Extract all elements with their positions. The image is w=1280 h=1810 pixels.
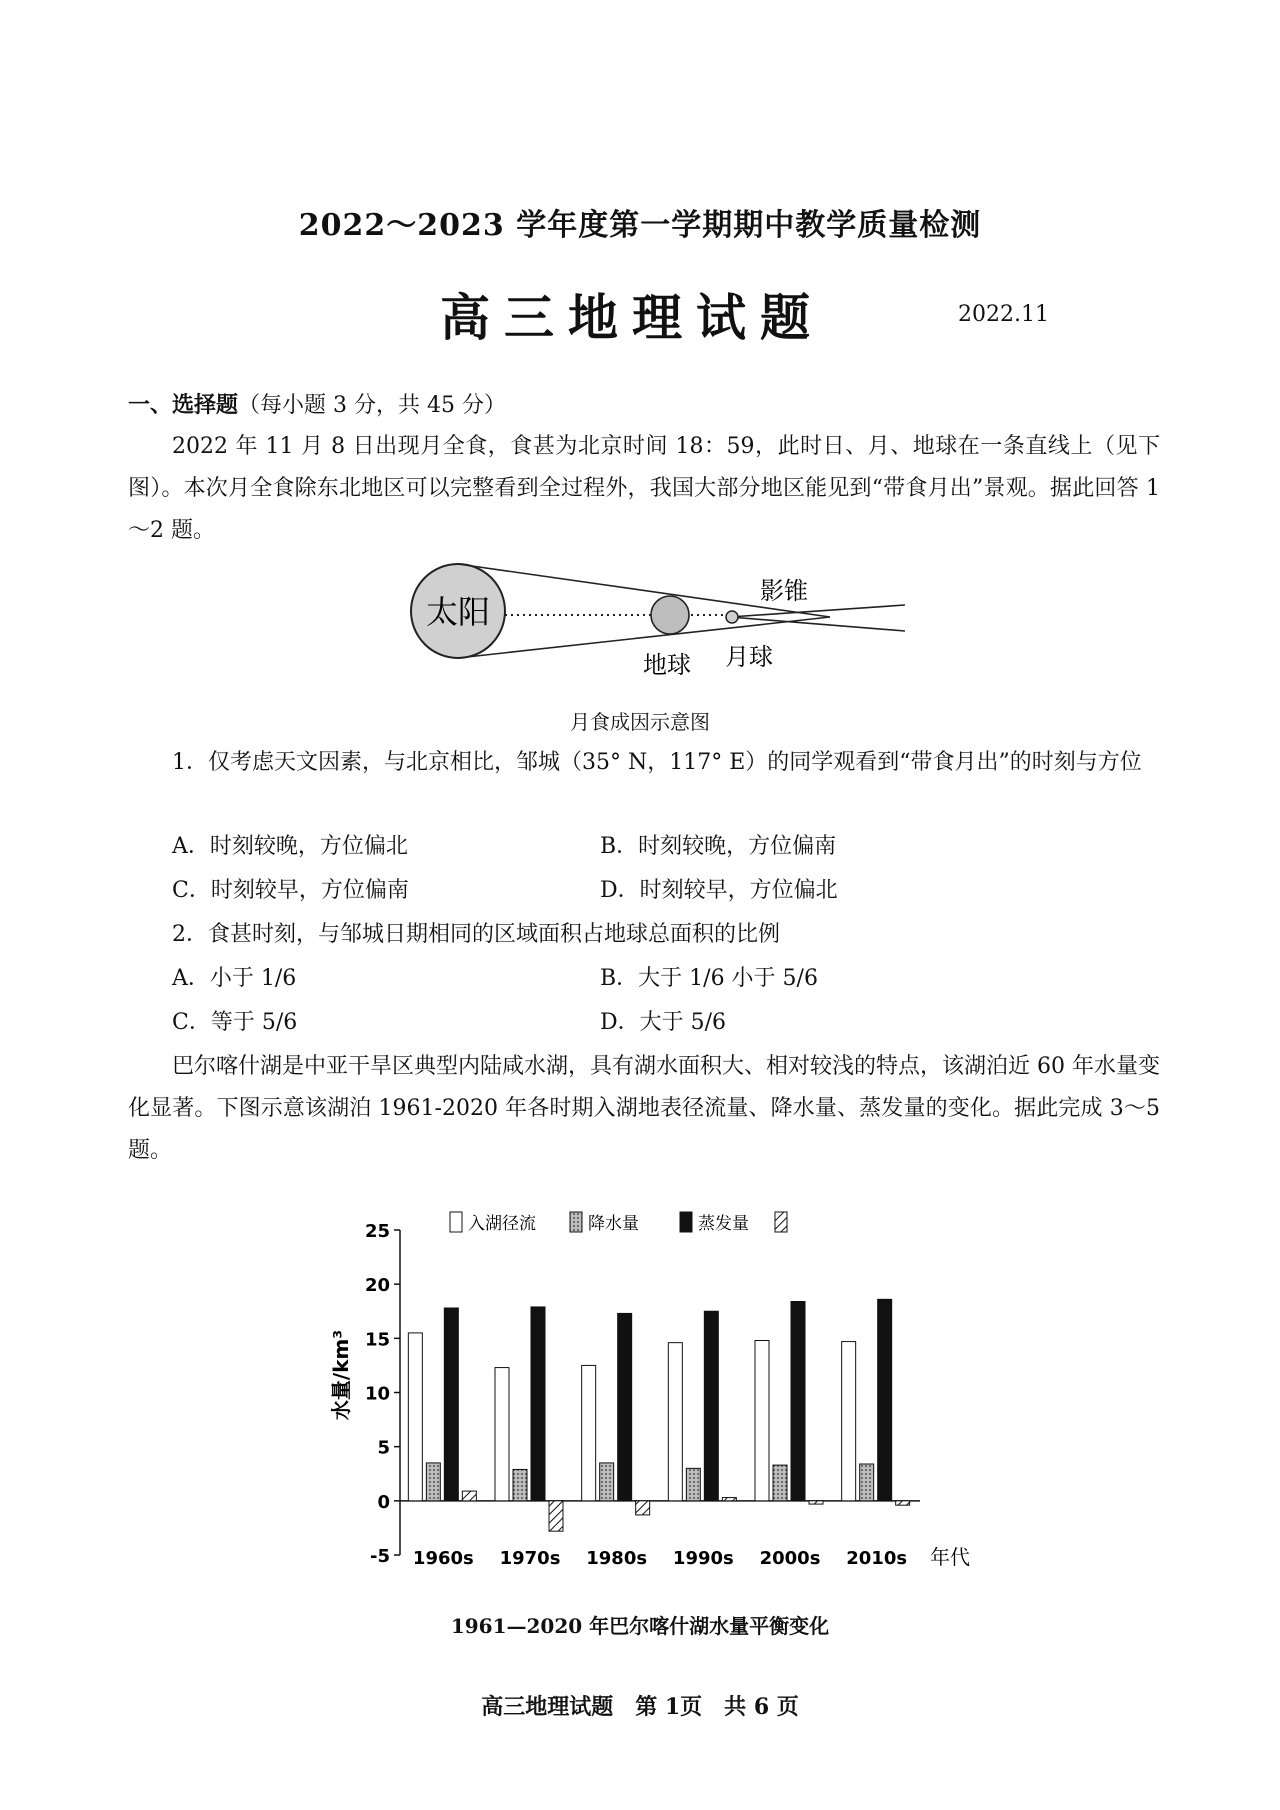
section-heading-note: （每小题 3 分，共 45 分） [238,393,506,418]
earth-label: 地球 [643,651,691,679]
passage-eclipse: 2022 年 11 月 8 日出现月全食，食甚为北京时间 18：59，此时日、月、地球在一条直线上（见下图）。本次月全食除东北地区可以完整看到全过程外，我国大部分地区能见到“带食月出”景观。据此回答 1～2 题。 [128,434,1160,543]
question-2-option-d: D．大于 5/6 [600,1010,727,1035]
chart-x-tick-label: 1970s [499,1548,561,1569]
chart-bar-black [704,1311,718,1501]
chart-bar-white [408,1333,422,1501]
chart-bar-white [582,1365,596,1500]
exam-date: 2022.11 [958,302,1049,327]
chart-y-tick-label: -5 [370,1546,390,1567]
question-2-stem: 2．食甚时刻，与邹城日期相同的区域面积占地球总面积的比例 [172,922,780,947]
chart-x-tick-label: 1960s [412,1548,474,1569]
chart-x-tick-label: 1990s [672,1548,734,1569]
chart-x-tick-label: 2010s [846,1548,908,1569]
legend-label: 降水量 [588,1214,639,1234]
legend-swatch-black [680,1212,692,1232]
chart-bar-dotted [860,1464,874,1501]
chart-bar-black [531,1307,545,1501]
cone-label: 影锥 [760,577,808,605]
question-1-option-a: A．时刻较晚，方位偏北 [172,834,408,859]
legend-swatch-hatched [775,1212,787,1232]
water-balance-chart [320,1200,1000,1600]
chart-y-tick-label: 25 [364,1221,390,1242]
eclipse-caption: 月食成因示意图 [570,710,710,734]
chart-bar-dotted [426,1463,440,1501]
legend-label: 入湖径流 [468,1214,536,1234]
chart-bar-dotted [513,1469,527,1500]
question-1-stem: 1．仅考虑天文因素，与北京相比，邹城（35° N，117° E）的同学观看到“带食月出”的时刻与方位 [172,750,1142,775]
question-2-option-b: B．大于 1/6 小于 5/6 [600,966,818,991]
legend-swatch-dotted [570,1212,582,1232]
chart-y-tick-label: 5 [377,1437,390,1459]
chart-bar-hatched [809,1501,823,1504]
question-2-option-a: A．小于 1/6 [172,966,297,991]
chart-y-axis-label: 水量/km³ [329,1329,353,1421]
chart-bar-black [618,1313,632,1500]
question-1-option-d: D．时刻较早，方位偏北 [600,878,838,903]
chart-bar-white [842,1342,856,1501]
exam-title: 2022～2023 学年度第一学期期中教学质量检测 [298,208,982,243]
chart-bar-hatched [636,1501,650,1515]
moon-label: 月球 [725,643,773,671]
subject-title: 高三地理试题 [440,288,824,347]
chart-y-tick-label: 20 [364,1275,390,1297]
eclipse-diagram [400,555,920,685]
chart-bar-black [878,1299,892,1501]
sun-label: 太阳 [425,593,491,631]
chart-x-tick-label: 1980s [586,1548,648,1569]
question-2-option-c: C．等于 5/6 [172,1010,298,1035]
chart-bar-white [495,1368,509,1501]
question-1-option-b: B．时刻较晚，方位偏南 [600,834,837,859]
chart-bar-white [755,1341,769,1501]
chart-y-tick-label: 15 [364,1329,390,1351]
chart-bar-hatched [722,1498,736,1501]
chart-y-tick-label: 10 [364,1383,390,1405]
chart-bar-black [444,1308,458,1501]
legend-label: 蒸发量 [698,1214,749,1234]
moon-shape [726,611,738,623]
legend-swatch-white [450,1212,462,1232]
chart-bar-white [668,1343,682,1501]
chart-bar-hatched [896,1501,910,1505]
section-heading [128,388,506,419]
question-1-option-c: C．时刻较早，方位偏南 [172,878,409,903]
chart-bar-hatched [549,1501,563,1531]
chart-y-tick-label: 0 [377,1491,390,1513]
chart-bar-dotted [686,1468,700,1501]
chart-bar-hatched [462,1491,476,1501]
chart-x-axis-label: 年代 [930,1545,970,1569]
passage-balkhash: 巴尔喀什湖是中亚干旱区典型内陆咸水湖，具有湖水面积大、相对较浅的特点，该湖泊近 60 年水量变化显著。下图示意该湖泊 1961-2020 年各时期入湖地表径流量、降水量、蒸发量的变化。据此完成 3～5 题。 [128,1054,1160,1163]
chart-bar-black [791,1302,805,1501]
chart-bar-dotted [773,1465,787,1501]
earth-shape [651,596,689,634]
page-footer: 高三地理试题 第 1页 共 6 页 [481,1694,799,1720]
chart-x-tick-label: 2000s [759,1548,821,1569]
section-heading-label: 一、选择题 [128,392,239,418]
chart-bar-dotted [600,1463,614,1501]
chart-caption: 1961—2020 年巴尔喀什湖水量平衡变化 [450,1614,830,1638]
